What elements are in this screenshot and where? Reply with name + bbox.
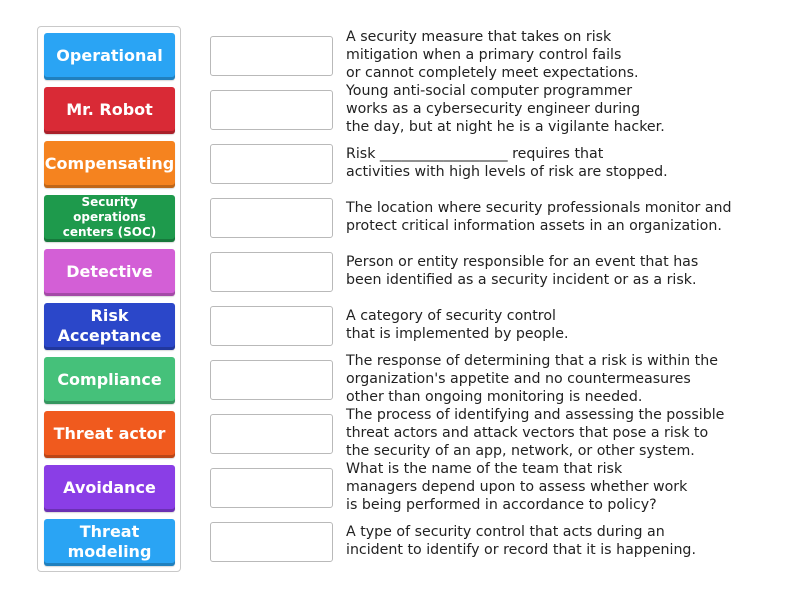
answer-tile-operational[interactable]: Operational (44, 33, 175, 80)
clue-text-4: The location where security professionals monitor and protect critical information assets in an organization. (346, 200, 732, 234)
drop-slot-3[interactable] (210, 144, 333, 184)
clue-text-2: Young anti-social computer programmer works as a cybersecurity engineer during the day, but at night he is a vigilante hacker. (346, 83, 665, 135)
clue-text-5: Person or entity responsible for an event that has been identified as a security incident or as a risk. (346, 254, 699, 288)
drop-slot-7[interactable] (210, 360, 333, 400)
answer-tile-avoidance[interactable]: Avoidance (44, 465, 175, 512)
clue-text-10: A type of security control that acts during an incident to identify or record that it is happening. (346, 524, 696, 558)
answer-tile-threat-actor[interactable]: Threat actor (44, 411, 175, 458)
clue-text-1: A security measure that takes on risk mitigation when a primary control fails or cannot completely meet expectations. (346, 29, 639, 81)
answer-tile-threat-modeling[interactable]: Threat modeling (44, 519, 175, 566)
drop-slot-9[interactable] (210, 468, 333, 508)
answer-tile-detective[interactable]: Detective (44, 249, 175, 296)
drop-slot-4[interactable] (210, 198, 333, 238)
answer-tile-compensating[interactable]: Compensating (44, 141, 175, 188)
clue-text-8: The process of identifying and assessing the possible threat actors and attack vectors that pose a risk to the security of an app, network, or other system. (346, 407, 725, 459)
drop-slot-6[interactable] (210, 306, 333, 346)
clue-text-3: Risk __________________ requires that activities with high levels of risk are stopped. (346, 146, 668, 180)
clue-text-6: A category of security control that is implemented by people. (346, 308, 569, 342)
clue-text-9: What is the name of the team that risk managers depend upon to assess whether work is being performed in accordance to policy? (346, 461, 688, 513)
answer-tile-risk-acceptance[interactable]: Risk Acceptance (44, 303, 175, 350)
answer-tile-tray (37, 26, 181, 572)
answer-tile-soc[interactable]: Security operations centers (SOC) (44, 195, 175, 242)
drop-slot-10[interactable] (210, 522, 333, 562)
drop-slot-2[interactable] (210, 90, 333, 130)
answer-tile-compliance[interactable]: Compliance (44, 357, 175, 404)
answer-tile-mr-robot[interactable]: Mr. Robot (44, 87, 175, 134)
drop-slot-8[interactable] (210, 414, 333, 454)
drop-slot-5[interactable] (210, 252, 333, 292)
clue-text-7: The response of determining that a risk is within the organization's appetite and no countermeasures other than ongoing monitoring is needed. (346, 353, 718, 405)
drop-slot-1[interactable] (210, 36, 333, 76)
